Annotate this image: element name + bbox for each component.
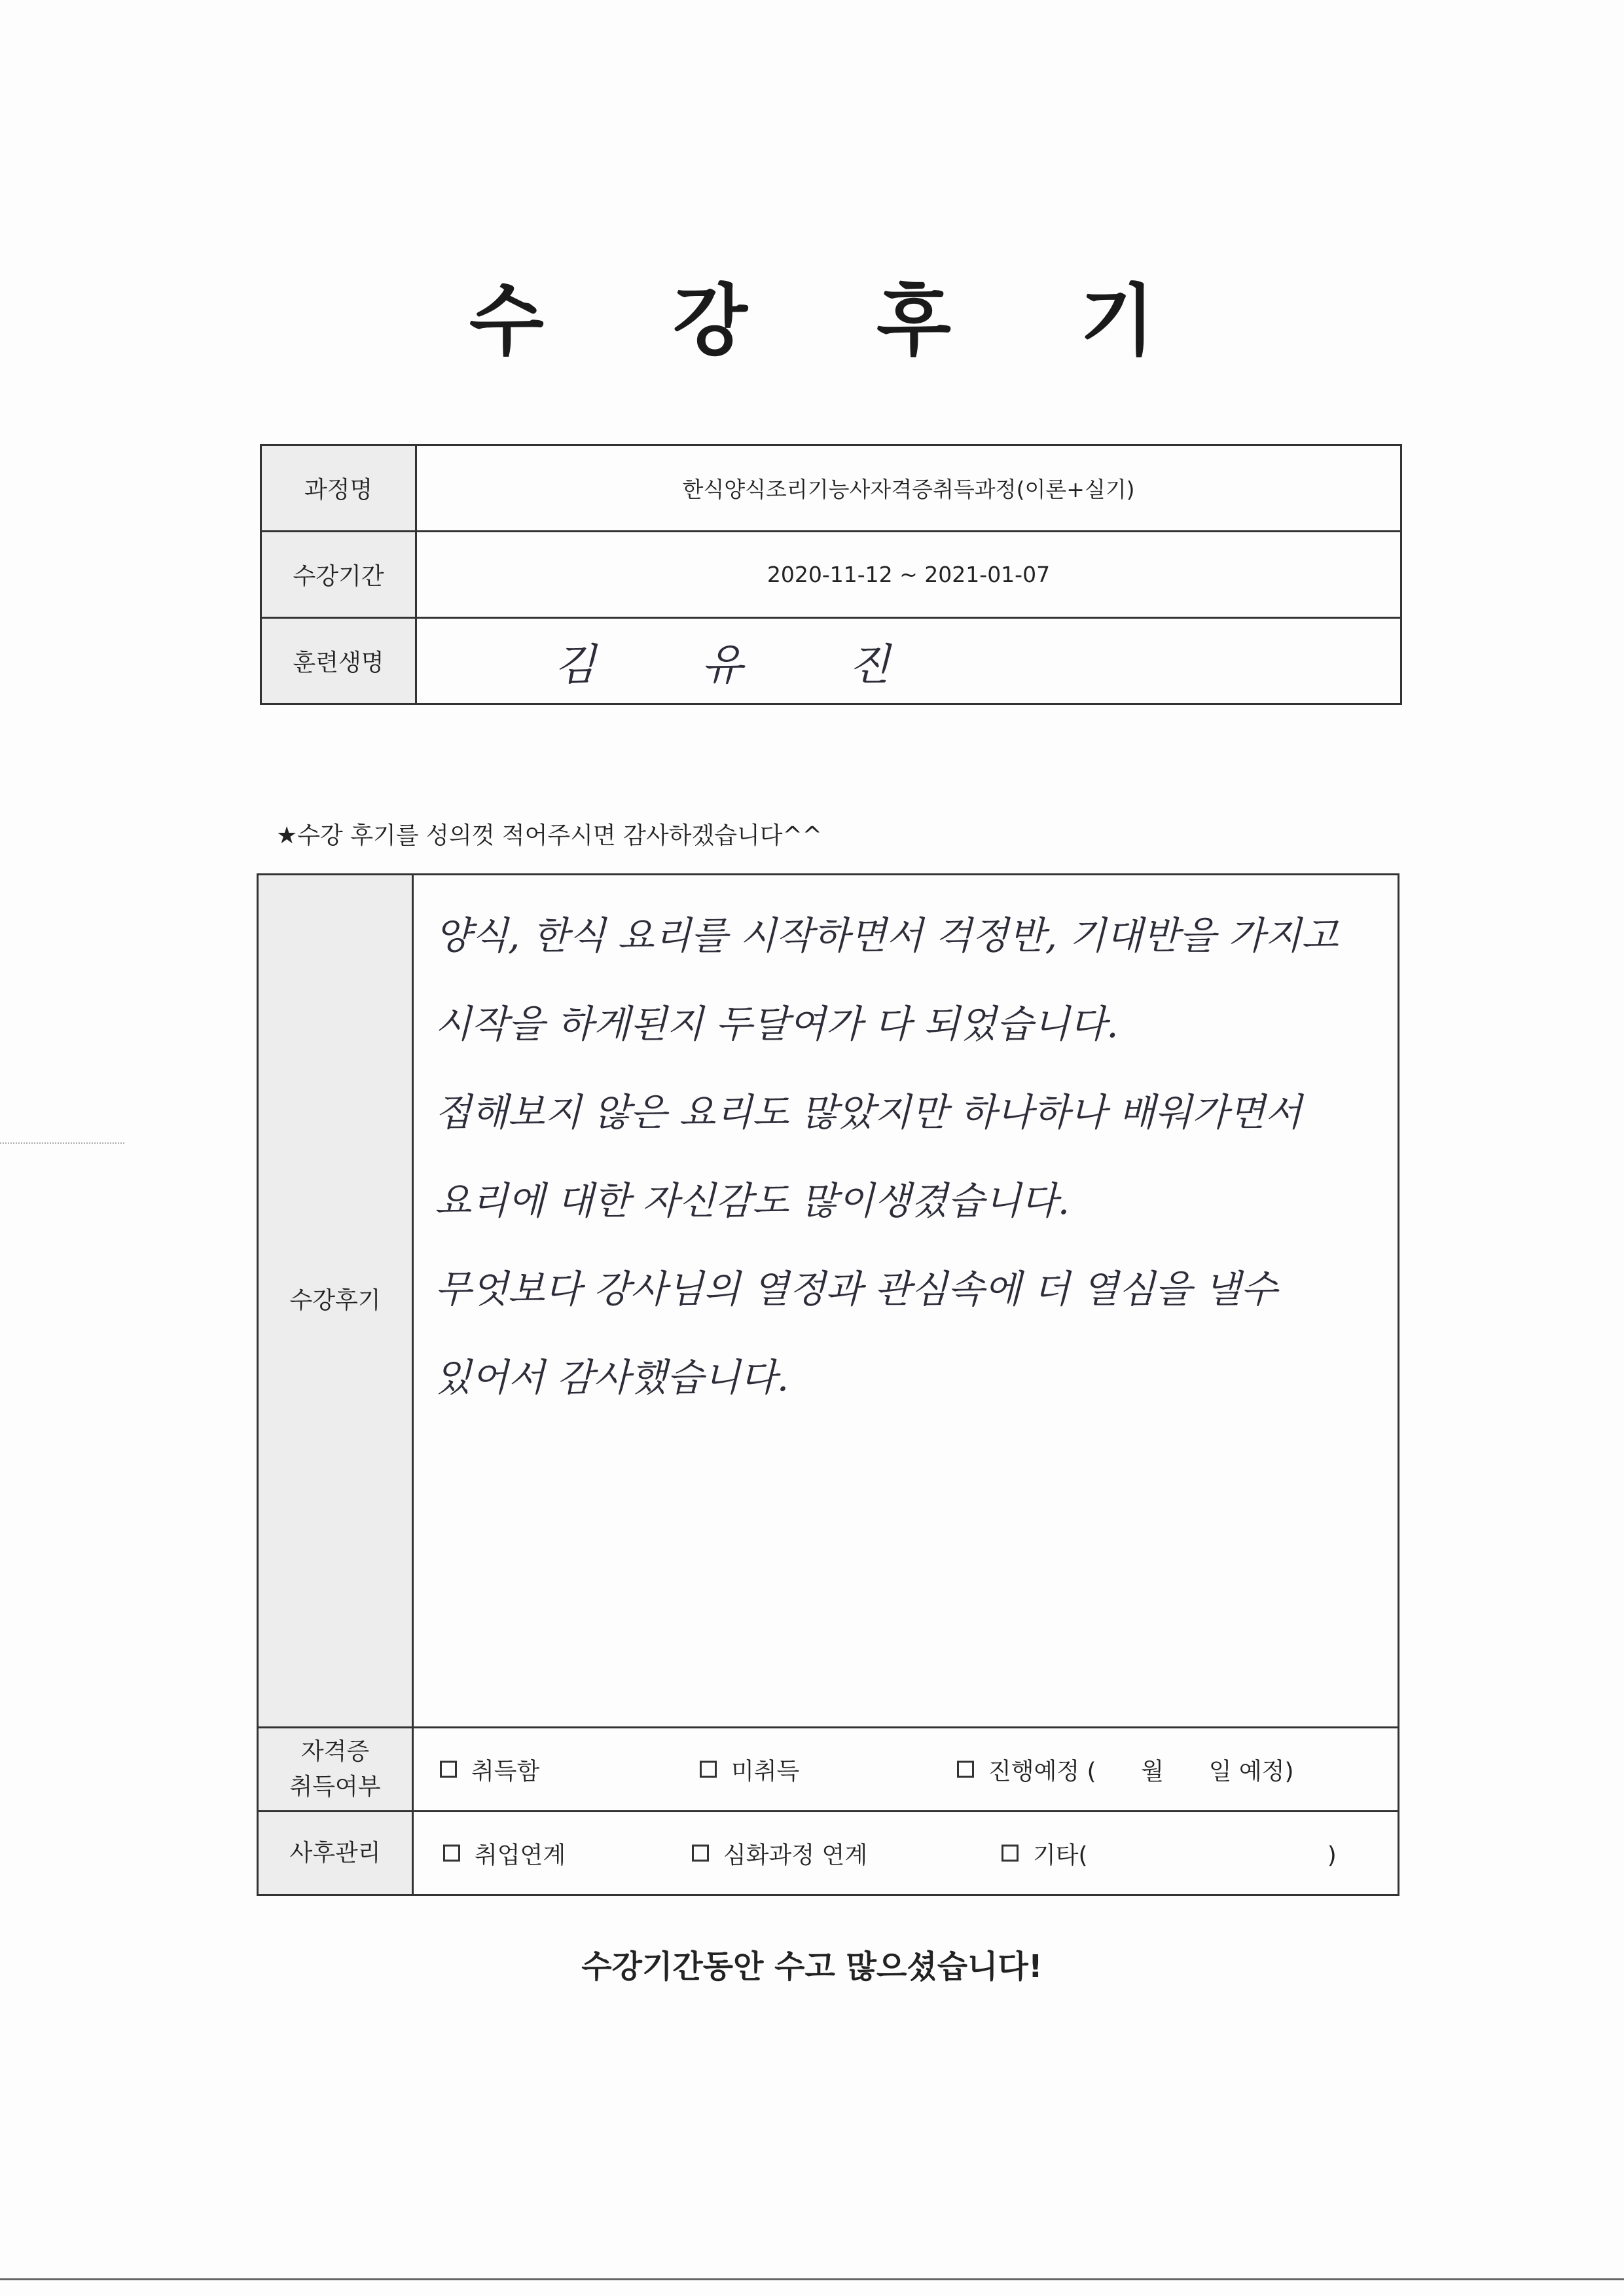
aftercare-option-other[interactable] [1001, 1836, 1337, 1870]
course-info-table [260, 444, 1402, 705]
review-line: 시작을 하게된지 두달여가 다 되었습니다. [435, 1002, 1119, 1046]
aftercare-option-label: 취업연계 [475, 1842, 566, 1868]
review-table [257, 873, 1399, 1896]
checkbox-icon[interactable] [1001, 1844, 1019, 1861]
course-row [261, 445, 1401, 532]
certificate-option-not-obtained[interactable] [700, 1753, 799, 1786]
certificate-option-label: 미취득 [731, 1758, 800, 1785]
review-notice: ★수강 후기를 성의껏 적어주시면 감사하겠습니다^^ [276, 822, 822, 849]
review-label: 수강후기 [258, 875, 413, 1728]
certificate-label-line1: 자격증 [300, 1738, 370, 1765]
certificate-options [413, 1728, 1399, 1812]
page-title: 수 강 후 기 [469, 276, 1206, 366]
checkbox-icon[interactable] [440, 1760, 457, 1777]
certificate-option-obtained[interactable] [440, 1753, 539, 1786]
certificate-label [258, 1728, 413, 1812]
review-line: 접해보지 않은 요리도 많았지만 하나하나 배워가면서 [435, 1090, 1302, 1135]
review-line: 요리에 대한 자신감도 많이생겼습니다. [435, 1178, 1070, 1223]
scan-bottom-edge [0, 2278, 1624, 2280]
certificate-label-line2: 취득여부 [289, 1773, 381, 1800]
aftercare-option-label: 기타( ) [1033, 1842, 1337, 1868]
aftercare-option-label: 심화과정 연계 [723, 1842, 868, 1868]
aftercare-row [258, 1812, 1399, 1895]
period-row [261, 532, 1401, 618]
aftercare-option-advanced-course[interactable] [692, 1836, 867, 1870]
checkbox-icon[interactable] [700, 1760, 717, 1777]
review-line: 양식, 한식 요리를 시작하면서 걱정반, 기대반을 가지고 [435, 913, 1339, 958]
certificate-option-label: 취득함 [471, 1758, 540, 1785]
certificate-row [258, 1728, 1399, 1812]
course-label: 과정명 [261, 445, 416, 532]
review-line: 있어서 감사했습니다. [435, 1355, 789, 1400]
certificate-option-label: 진행예정 ( 월 일 예정) [988, 1758, 1294, 1785]
trainee-row [261, 618, 1401, 704]
closing-message: 수강기간동안 수고 많으셨습니다! [581, 1948, 1043, 1985]
review-row [258, 875, 1399, 1728]
trainee-cell [416, 618, 1401, 704]
checkbox-icon[interactable] [957, 1760, 974, 1777]
period-label: 수강기간 [261, 532, 416, 618]
trainee-label: 훈련생명 [261, 618, 416, 704]
checkbox-icon[interactable] [692, 1844, 709, 1861]
checkbox-icon[interactable] [443, 1844, 460, 1861]
trainee-name-handwritten: 김 유 진 [554, 640, 936, 690]
course-value: 한식양식조리기능사자격증취득과정(이론+실기) [416, 445, 1401, 532]
aftercare-option-employment[interactable] [443, 1836, 566, 1870]
aftercare-options [413, 1812, 1399, 1895]
review-line: 무엇보다 강사님의 열정과 관심속에 더 열심을 낼수 [435, 1267, 1278, 1311]
review-handwritten-text [414, 875, 1398, 1433]
aftercare-label: 사후관리 [258, 1812, 413, 1895]
review-body [413, 875, 1399, 1728]
scan-artifact-mark [0, 1142, 124, 1144]
certificate-option-planned[interactable] [957, 1753, 1294, 1786]
period-value: 2020-11-12 ~ 2021-01-07 [416, 532, 1401, 618]
